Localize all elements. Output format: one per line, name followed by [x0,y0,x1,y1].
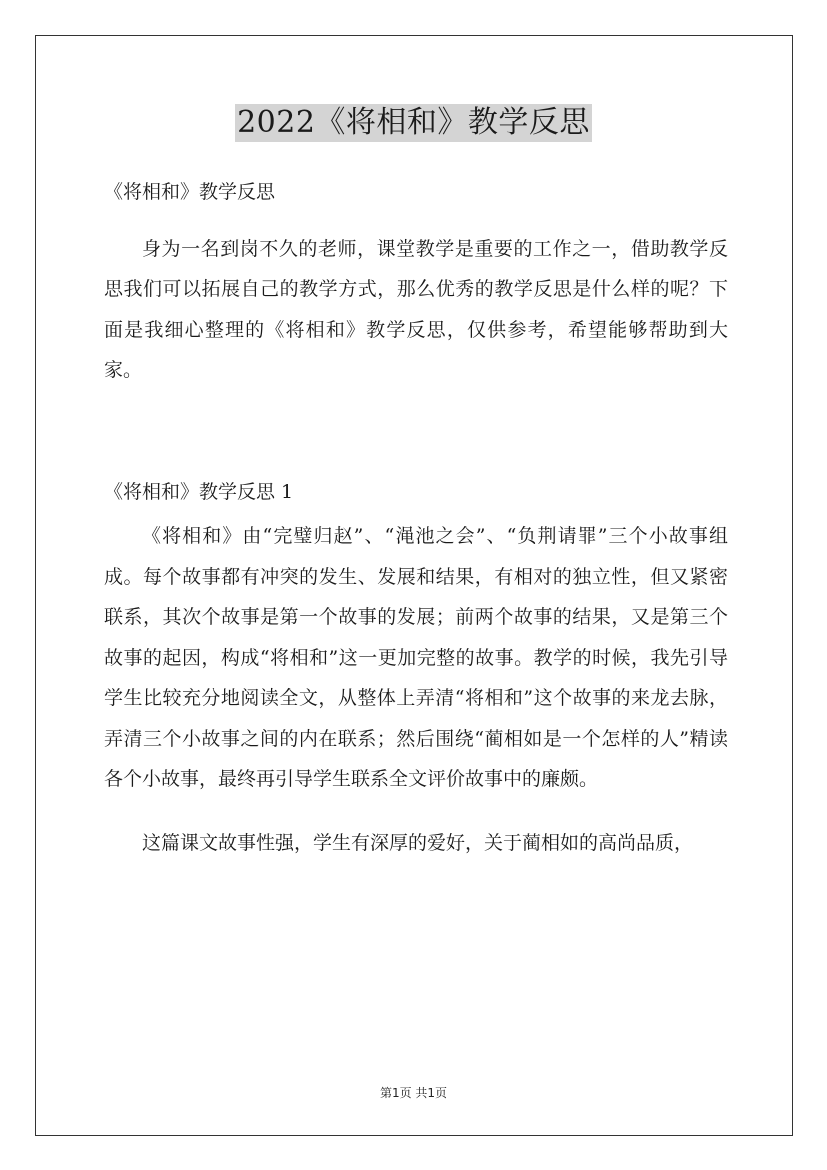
section-paragraph: 《将相和》由“完璧归赵”、“渑池之会”、“负荆请罪”三个小故事组成。每个故事都有冲突的发生、发展和结果，有相对的独立性，但又紧密联系，其次个故事是第一个故事的发展；前两个故事的结果，又是第三个故事的起因，构成“将相和”这一更加完整的故事。教学的时候，我先引导学生比较充分地阅读全文，从整体上弄清“将相和”这个故事的来龙去脉，弄清三个小故事之间的内在联系；然后围绕“蔺相如是一个怎样的人”精读各个小故事，最终再引导学生联系全文评价故事中的廉颇。 [104,525,728,790]
intro-paragraph: 身为一名到岗不久的老师，课堂教学是重要的工作之一，借助教学反思我们可以拓展自己的教学方式，那么优秀的教学反思是什么样的呢？下面是我细心整理的《将相和》教学反思，仅供参考，希望能够帮助到大家。 [104,237,728,381]
section-paragraph: 这篇课文故事性强，学生有深厚的爱好，关于蔺相如的高尚品质， [142,831,694,854]
document-subtitle: 《将相和》教学反思 [104,181,276,203]
page-footer [0,1085,827,1101]
title-container [0,104,827,142]
document-title: 2022《将相和》教学反思 [237,105,590,140]
document-body [104,172,728,863]
page-number: 第1页 共1页 [379,1086,448,1100]
section-heading: 《将相和》教学反思 1 [104,480,294,503]
